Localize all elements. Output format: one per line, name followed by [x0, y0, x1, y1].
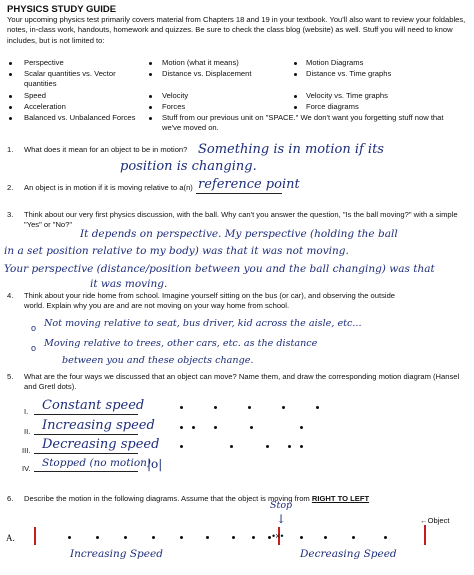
motion-dot [282, 406, 285, 409]
arrow-down-icon: ↓ [276, 512, 287, 526]
motion-dot [214, 426, 217, 429]
motion-dot [300, 426, 303, 429]
answer-underline [34, 434, 138, 435]
question-number: 3. [7, 210, 14, 219]
motion-dot [180, 426, 183, 429]
handwritten-answer: position is changing. [120, 159, 257, 174]
topic-item: Distance vs. Displacement [162, 69, 252, 78]
stop-annotation: Stop [270, 500, 293, 511]
roman-numeral: IV. [22, 464, 31, 473]
answer-field: Increasing speed [42, 418, 155, 433]
motion-dot [250, 426, 253, 429]
motion-dot [124, 536, 127, 539]
bullet-icon [149, 106, 152, 109]
bullet-icon [149, 62, 152, 65]
motion-dot [268, 536, 271, 539]
object-label: ←Object [420, 516, 450, 525]
right-boundary-mark [424, 525, 426, 545]
motion-dot [232, 536, 235, 539]
bullet-icon [9, 117, 12, 120]
direction-emphasis: RIGHT TO LEFT [311, 494, 370, 503]
stopped-cluster-mark: •×• [272, 531, 284, 541]
question-text: What are the four ways we discussed that an object can move? Name them, and draw the corresponding motion diagram (Hansel and Gretl dots). [24, 372, 460, 392]
handwritten-answer: Increasing Speed [70, 548, 163, 560]
motion-dot [180, 445, 183, 448]
page-title: PHYSICS STUDY GUIDE [7, 4, 117, 15]
motion-dot [324, 536, 327, 539]
bullet-icon [9, 73, 12, 76]
topic-item: Speed [24, 91, 46, 100]
motion-dot [206, 536, 209, 539]
topic-item: Balanced vs. Unbalanced Forces [24, 113, 136, 122]
motion-dot [152, 536, 155, 539]
roman-numeral: III. [22, 446, 31, 455]
motion-dot [288, 445, 291, 448]
stopped-dot-mark: |o| [147, 457, 163, 471]
bullet-icon [294, 62, 297, 65]
question-number: 2. [7, 183, 14, 192]
motion-dot [266, 445, 269, 448]
bullet-icon [294, 95, 297, 98]
question-number: 6. [7, 494, 14, 503]
circle-bullet-icon: o [31, 323, 37, 333]
diagram-label: A. [6, 533, 15, 543]
bullet-icon [149, 95, 152, 98]
left-boundary-mark [34, 527, 36, 545]
motion-dot [230, 445, 233, 448]
answer-underline [196, 193, 282, 194]
question-text: Think about your ride home from school. Imagine yourself sitting on the bus (or car), and observing the outside world. Explain why you are and are not moving on your way home from school. [24, 291, 396, 311]
answer-underline [34, 471, 138, 472]
motion-dot [316, 406, 319, 409]
handwritten-answer: in a set position relative to my body) was that it was not moving. [4, 245, 349, 257]
bullet-icon [9, 62, 12, 65]
question-number: 1. [7, 145, 14, 154]
answer-field: Constant speed [42, 398, 145, 413]
circle-bullet-icon: o [31, 343, 37, 353]
handwritten-answer: Something is in motion if its [198, 142, 384, 157]
motion-dot [68, 536, 71, 539]
answer-field: reference point [198, 177, 300, 192]
topic-item: Motion Diagrams [306, 58, 364, 67]
topic-item: Acceleration [24, 102, 66, 111]
answer-underline [34, 453, 138, 454]
motion-dot [252, 536, 255, 539]
topic-item: Velocity vs. Time graphs [306, 91, 388, 100]
question-text [24, 494, 369, 503]
topic-item: Motion (what it means) [162, 58, 239, 67]
handwritten-answer: Moving relative to trees, other cars, etc. as the distance [44, 338, 318, 349]
roman-numeral: II. [24, 427, 31, 436]
handwritten-answer: Decreasing Speed [300, 548, 397, 560]
intro-paragraph: Your upcoming physics test primarily covers material from Chapters 18 and 19 in your textbook. You'll also want to review your foldables, notes, in-class work, handouts, homework and quizzes. Be sure to check the class blog (website) as well. Stuff you will need to know includes, but is not limited to: [7, 15, 466, 45]
handwritten-answer: It depends on perspective. My perspective (holding the ball [80, 228, 398, 240]
question-text: What does it mean for an object to be in motion? [24, 145, 188, 154]
handwritten-answer: it was moving. [90, 278, 168, 290]
topic-item: Scalar quantities vs. Vector quantities [24, 69, 116, 88]
answer-field: Stopped (no motion) [42, 457, 152, 469]
handwritten-answer: between you and these objects change. [62, 355, 254, 366]
handwritten-answer: Not moving relative to seat, bus driver, kid across the aisle, etc... [44, 318, 362, 329]
motion-dot [96, 536, 99, 539]
motion-dot [180, 536, 183, 539]
answer-field: Decreasing speed [42, 437, 160, 452]
topic-item: Force diagrams [306, 102, 359, 111]
motion-dot [300, 536, 303, 539]
bullet-icon [294, 106, 297, 109]
bullet-icon [149, 73, 152, 76]
question-text: An object is in motion if it is moving relative to a(n) [24, 183, 193, 192]
motion-dot [214, 406, 217, 409]
bullet-icon [9, 106, 12, 109]
question-number: 5. [7, 372, 14, 381]
motion-dot [300, 445, 303, 448]
answer-underline [34, 414, 138, 415]
roman-numeral: I. [24, 407, 29, 416]
motion-dot [180, 406, 183, 409]
question-text-part: Describe the motion in the following diagrams. Assume that the object is moving from [24, 494, 310, 503]
motion-dot [384, 536, 387, 539]
topic-item: Distance vs. Time graphs [306, 69, 392, 78]
bullet-icon [9, 95, 12, 98]
topic-item: Velocity [162, 91, 189, 100]
handwritten-answer: Your perspective (distance/position between you and the ball changing) was that [4, 263, 435, 275]
topic-item: Stuff from our previous unit on "SPACE." We don't want you forgetting stuff now that we've moved on. [162, 113, 444, 132]
motion-dot [248, 406, 251, 409]
topic-item: Perspective [24, 58, 64, 67]
topic-item: Forces [162, 102, 186, 111]
bullet-icon [294, 73, 297, 76]
bullet-icon [149, 117, 152, 120]
question-text: Think about our very first physics discussion, with the ball. Why can't you answer the question, "Is the ball moving?" with a simple "Yes" or "No?" [24, 210, 458, 230]
motion-dot [352, 536, 355, 539]
question-number: 4. [7, 291, 14, 300]
motion-dot [192, 426, 195, 429]
